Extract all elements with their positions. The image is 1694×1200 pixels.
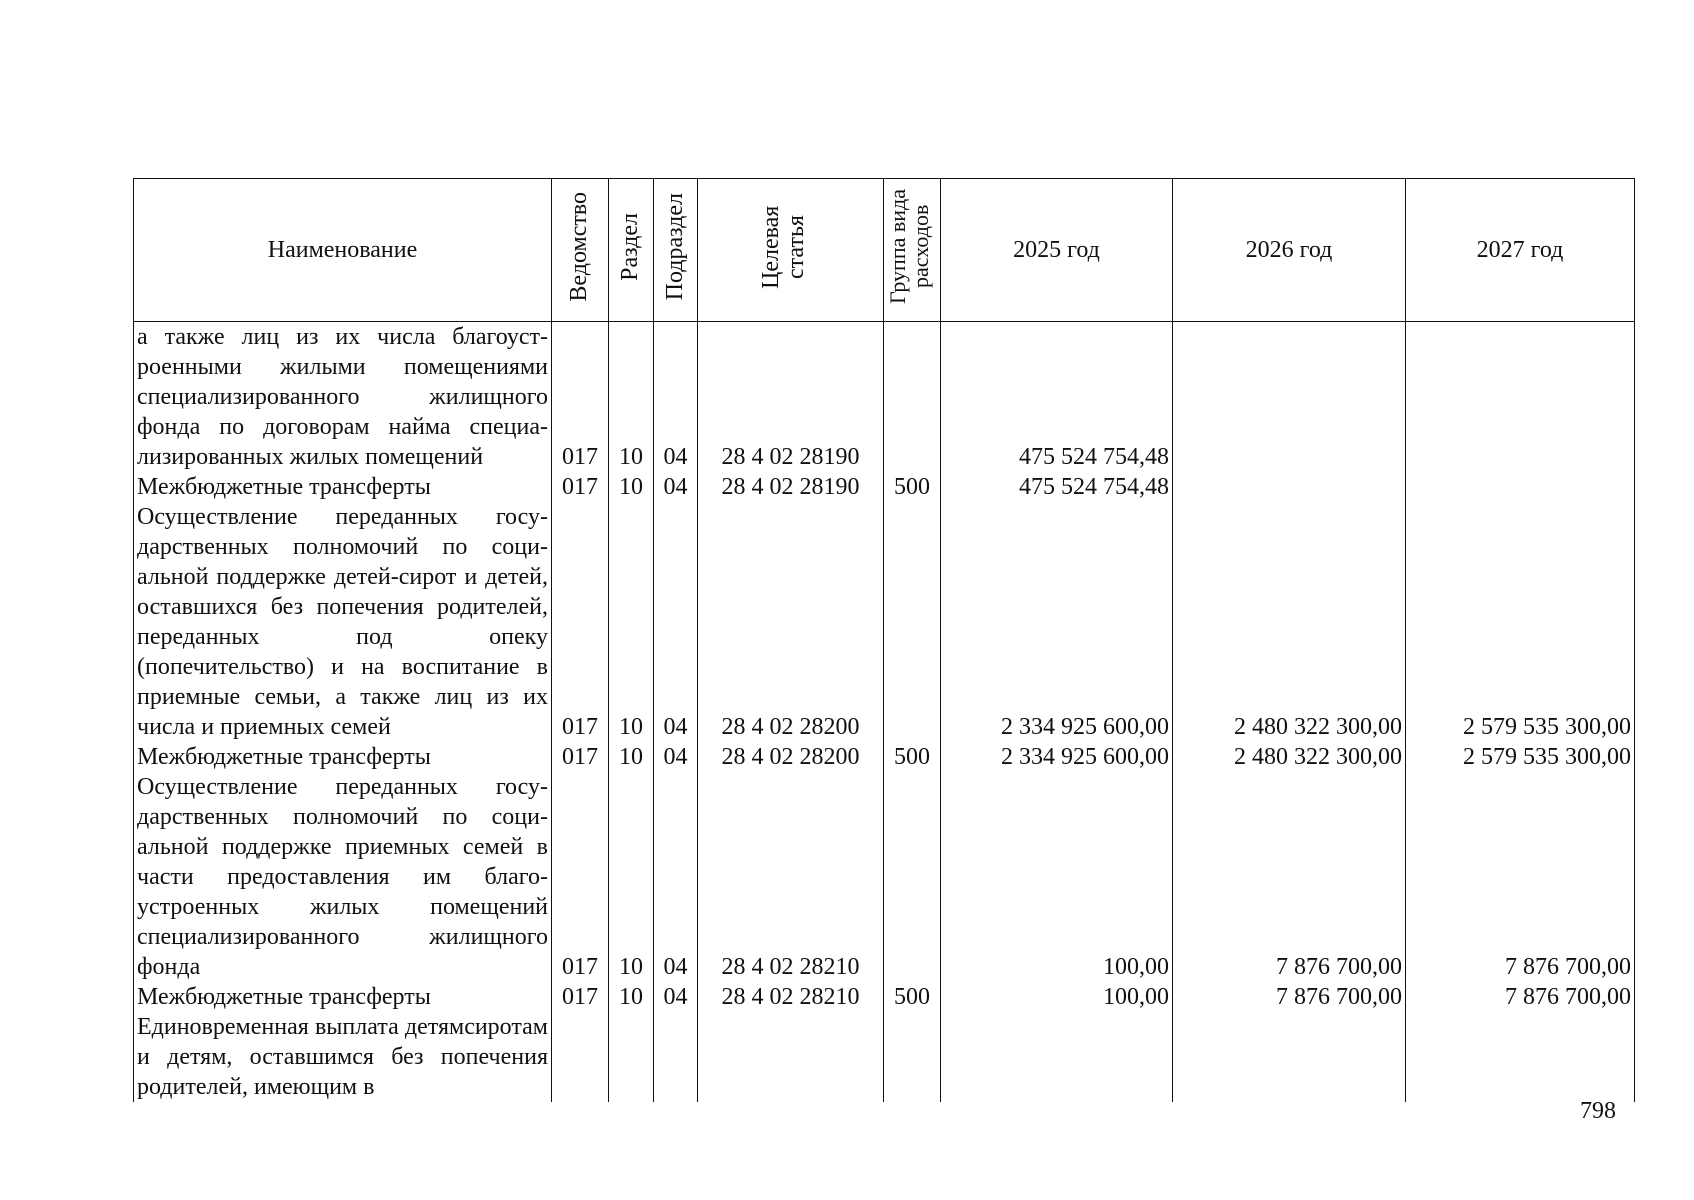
row-name: Осуществление переданных государственных полномочий по социальной поддержке детей-сирот и детей, оставшихся без попечения родителей, переданных под опеку (попечительство) и на воспитание в приемные семьи, а также лиц из их числа и приемных семей: [134, 502, 552, 742]
header-department-label: Ведомство: [566, 191, 593, 302]
table-header: [134, 179, 1635, 322]
row-department: 017: [552, 472, 609, 502]
row-section: 10: [609, 472, 654, 502]
table-row: [134, 1012, 1635, 1102]
row-subsection: 04: [654, 502, 698, 742]
row-section: 10: [609, 322, 654, 473]
header-subsection-label: Подраздел: [661, 192, 688, 301]
header-section: [609, 179, 654, 322]
row-amount-2025: 100,00: [941, 772, 1173, 982]
row-subsection: 04: [654, 322, 698, 473]
row-amount-2026: 7 876 700,00: [1173, 772, 1406, 982]
row-expense-group: 500: [884, 742, 941, 772]
row-amount-2026: 7 876 700,00: [1173, 982, 1406, 1012]
row-amount-2027: 2 579 535 300,00: [1406, 502, 1635, 742]
row-section: 10: [609, 982, 654, 1012]
row-target-article: 28 4 02 28200: [698, 502, 884, 742]
row-amount-2025: 100,00: [941, 982, 1173, 1012]
table-row: [134, 472, 1635, 502]
row-subsection: 04: [654, 982, 698, 1012]
table-row: [134, 742, 1635, 772]
row-amount-2025: 475 524 754,48: [941, 472, 1173, 502]
row-amount-2027: 7 876 700,00: [1406, 772, 1635, 982]
table-row: [134, 982, 1635, 1012]
row-name: Межбюджетные трансферты: [134, 472, 552, 502]
row-target-article: 28 4 02 28200: [698, 742, 884, 772]
row-amount-2025: 475 524 754,48: [941, 322, 1173, 473]
row-subsection: [654, 1012, 698, 1102]
header-2025: 2025 год: [941, 179, 1173, 322]
row-department: 017: [552, 772, 609, 982]
row-amount-2027: 7 876 700,00: [1406, 982, 1635, 1012]
row-subsection: 04: [654, 742, 698, 772]
row-expense-group: [884, 502, 941, 742]
header-2027: 2027 год: [1406, 179, 1635, 322]
row-subsection: 04: [654, 472, 698, 502]
row-section: 10: [609, 772, 654, 982]
row-amount-2026: 2 480 322 300,00: [1173, 502, 1406, 742]
header-target-article-label: Целевая статья: [757, 204, 809, 289]
row-expense-group: [884, 1012, 941, 1102]
row-amount-2026: [1173, 1012, 1406, 1102]
table-row: [134, 772, 1635, 982]
header-2026: 2026 год: [1173, 179, 1406, 322]
row-name: Единовременная выплата детямсиротам и детям, оставшимся без попечения родителей, имеющим в: [134, 1012, 552, 1102]
row-amount-2026: [1173, 322, 1406, 473]
row-name: Межбюджетные трансферты: [134, 982, 552, 1012]
row-amount-2027: 2 579 535 300,00: [1406, 742, 1635, 772]
row-name: Осуществление переданных государственных полномочий по социальной поддержке приемных семей в части предоставления им благоустроенных жилых помещений специализированного жилищного фонда: [134, 772, 552, 982]
row-expense-group: 500: [884, 472, 941, 502]
row-amount-2027: [1406, 1012, 1635, 1102]
row-target-article: 28 4 02 28190: [698, 322, 884, 473]
row-target-article: 28 4 02 28210: [698, 982, 884, 1012]
row-amount-2025: 2 334 925 600,00: [941, 742, 1173, 772]
row-department: 017: [552, 742, 609, 772]
row-department: [552, 1012, 609, 1102]
row-expense-group: [884, 322, 941, 473]
table-row: [134, 502, 1635, 742]
row-name: Межбюджетные трансферты: [134, 742, 552, 772]
header-subsection: [654, 179, 698, 322]
row-expense-group: [884, 772, 941, 982]
budget-table: [133, 178, 1635, 1102]
row-target-article: [698, 1012, 884, 1102]
row-amount-2027: [1406, 472, 1635, 502]
row-amount-2026: [1173, 472, 1406, 502]
row-amount-2025: 2 334 925 600,00: [941, 502, 1173, 742]
row-section: 10: [609, 742, 654, 772]
row-name: а также лиц из их числа благоустроенными жилыми помещениями специализированного жилищного фонда по договорам найма специализированных жилых помещений: [134, 322, 552, 473]
row-department: 017: [552, 982, 609, 1012]
table-row: [134, 322, 1635, 473]
row-department: 017: [552, 322, 609, 473]
row-target-article: 28 4 02 28190: [698, 472, 884, 502]
table-body: [134, 322, 1635, 1103]
page-number: 798: [1580, 1098, 1616, 1124]
row-subsection: 04: [654, 772, 698, 982]
row-department: 017: [552, 502, 609, 742]
header-name: Наименование: [134, 179, 552, 322]
header-department: [552, 179, 609, 322]
header-expense-group-label: Группа вида расходов: [885, 189, 934, 304]
row-amount-2027: [1406, 322, 1635, 473]
header-expense-group: [884, 179, 941, 322]
row-amount-2025: [941, 1012, 1173, 1102]
header-section-label: Раздел: [617, 212, 644, 281]
row-section: [609, 1012, 654, 1102]
row-target-article: 28 4 02 28210: [698, 772, 884, 982]
row-amount-2026: 2 480 322 300,00: [1173, 742, 1406, 772]
header-target-article: [698, 179, 884, 322]
row-section: 10: [609, 502, 654, 742]
row-expense-group: 500: [884, 982, 941, 1012]
